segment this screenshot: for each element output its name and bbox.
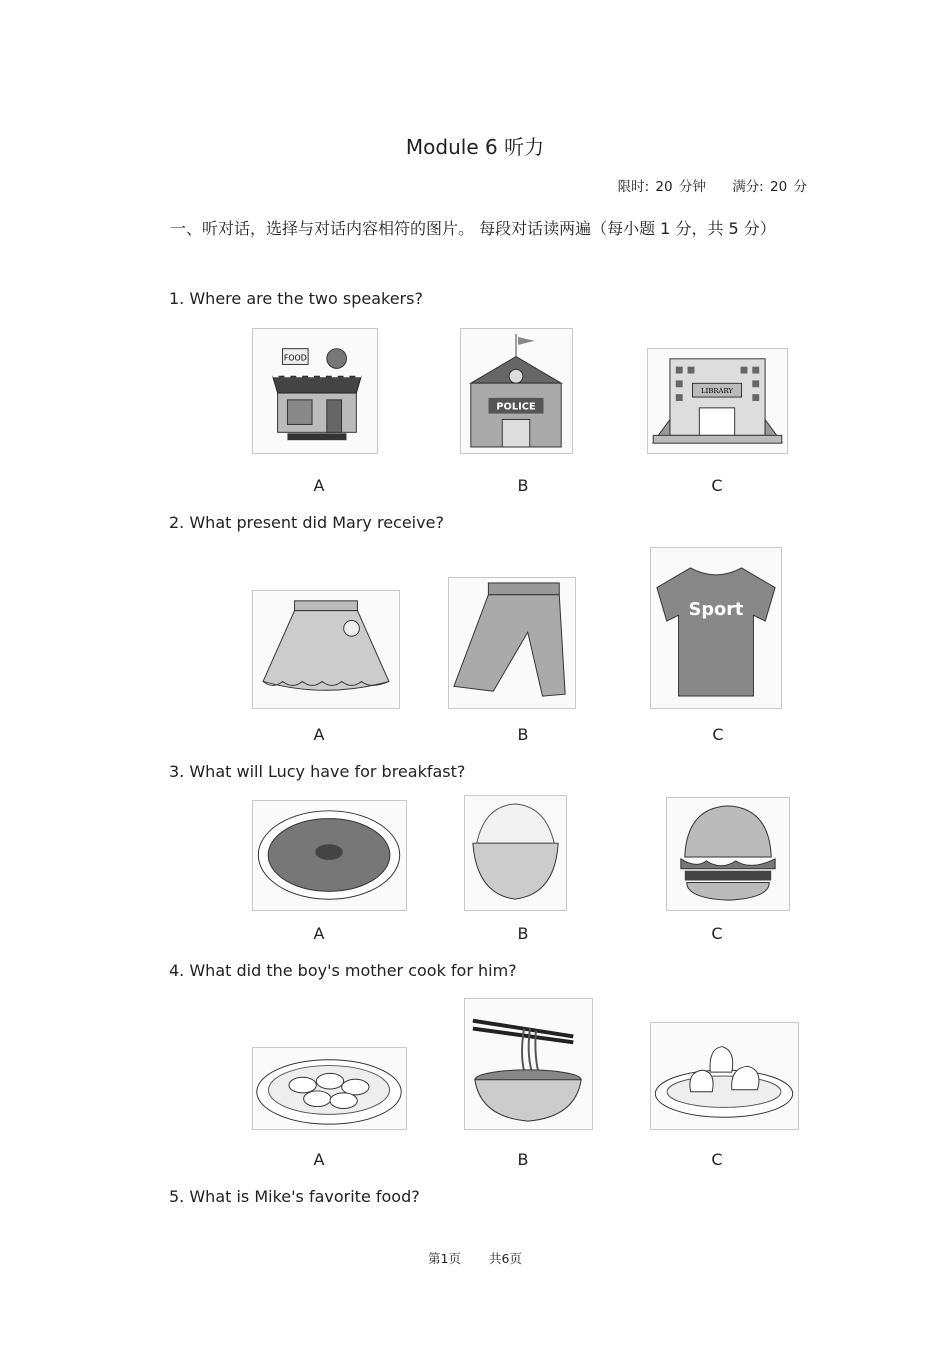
library-sign-text: LIBRARY	[701, 387, 733, 396]
food-sign-text: FOOD	[283, 353, 307, 363]
q2-option-a: A	[313, 725, 325, 744]
time-score-limits	[612, 175, 807, 195]
rice-bowl-image	[464, 795, 567, 911]
time-limit: 限时: 20 分钟	[617, 179, 706, 195]
question-4: 4. What did the boy's mother cook for him?	[169, 961, 517, 980]
skirt-image	[252, 590, 400, 709]
q4-option-c: C	[711, 1150, 723, 1169]
q1-option-b: B	[517, 476, 529, 495]
tshirt-text: Sport	[688, 600, 744, 621]
page-footer	[0, 1249, 950, 1267]
q4-option-b: B	[517, 1150, 529, 1169]
question-2: 2. What present did Mary receive?	[169, 513, 444, 532]
noodles-image	[464, 998, 593, 1130]
restaurant-image	[252, 328, 378, 454]
page-total: 共6页	[488, 1251, 522, 1266]
q1-option-c: C	[711, 476, 723, 495]
q3-option-c: C	[711, 924, 723, 943]
question-5: 5. What is Mike's favorite food?	[169, 1187, 420, 1206]
police-station-image	[460, 328, 573, 454]
dish-image	[252, 800, 407, 911]
q1-option-a: A	[313, 476, 325, 495]
q2-option-c: C	[712, 725, 724, 744]
q4-option-a: A	[313, 1150, 325, 1169]
q3-option-b: B	[517, 924, 529, 943]
page-title: Module 6 听力	[405, 135, 545, 159]
page-number: 第1页	[428, 1251, 461, 1266]
question-1: 1. Where are the two speakers?	[169, 289, 423, 308]
hamburger-image	[666, 797, 790, 911]
library-image	[647, 348, 788, 454]
question-3: 3. What will Lucy have for breakfast?	[169, 762, 466, 781]
section-instruction: 一、听对话，选择与对话内容相符的图片。 每段对话读两遍（每小题 1 分，共 5 分）	[170, 219, 776, 238]
trousers-image	[448, 577, 576, 709]
q3-option-a: A	[313, 924, 325, 943]
tshirt-image	[650, 547, 782, 709]
score-limit: 满分: 20 分	[732, 179, 807, 195]
q2-option-b: B	[517, 725, 529, 744]
police-sign-text: POLICE	[496, 401, 536, 413]
buns-image	[650, 1022, 799, 1130]
dumplings-image	[252, 1047, 407, 1130]
